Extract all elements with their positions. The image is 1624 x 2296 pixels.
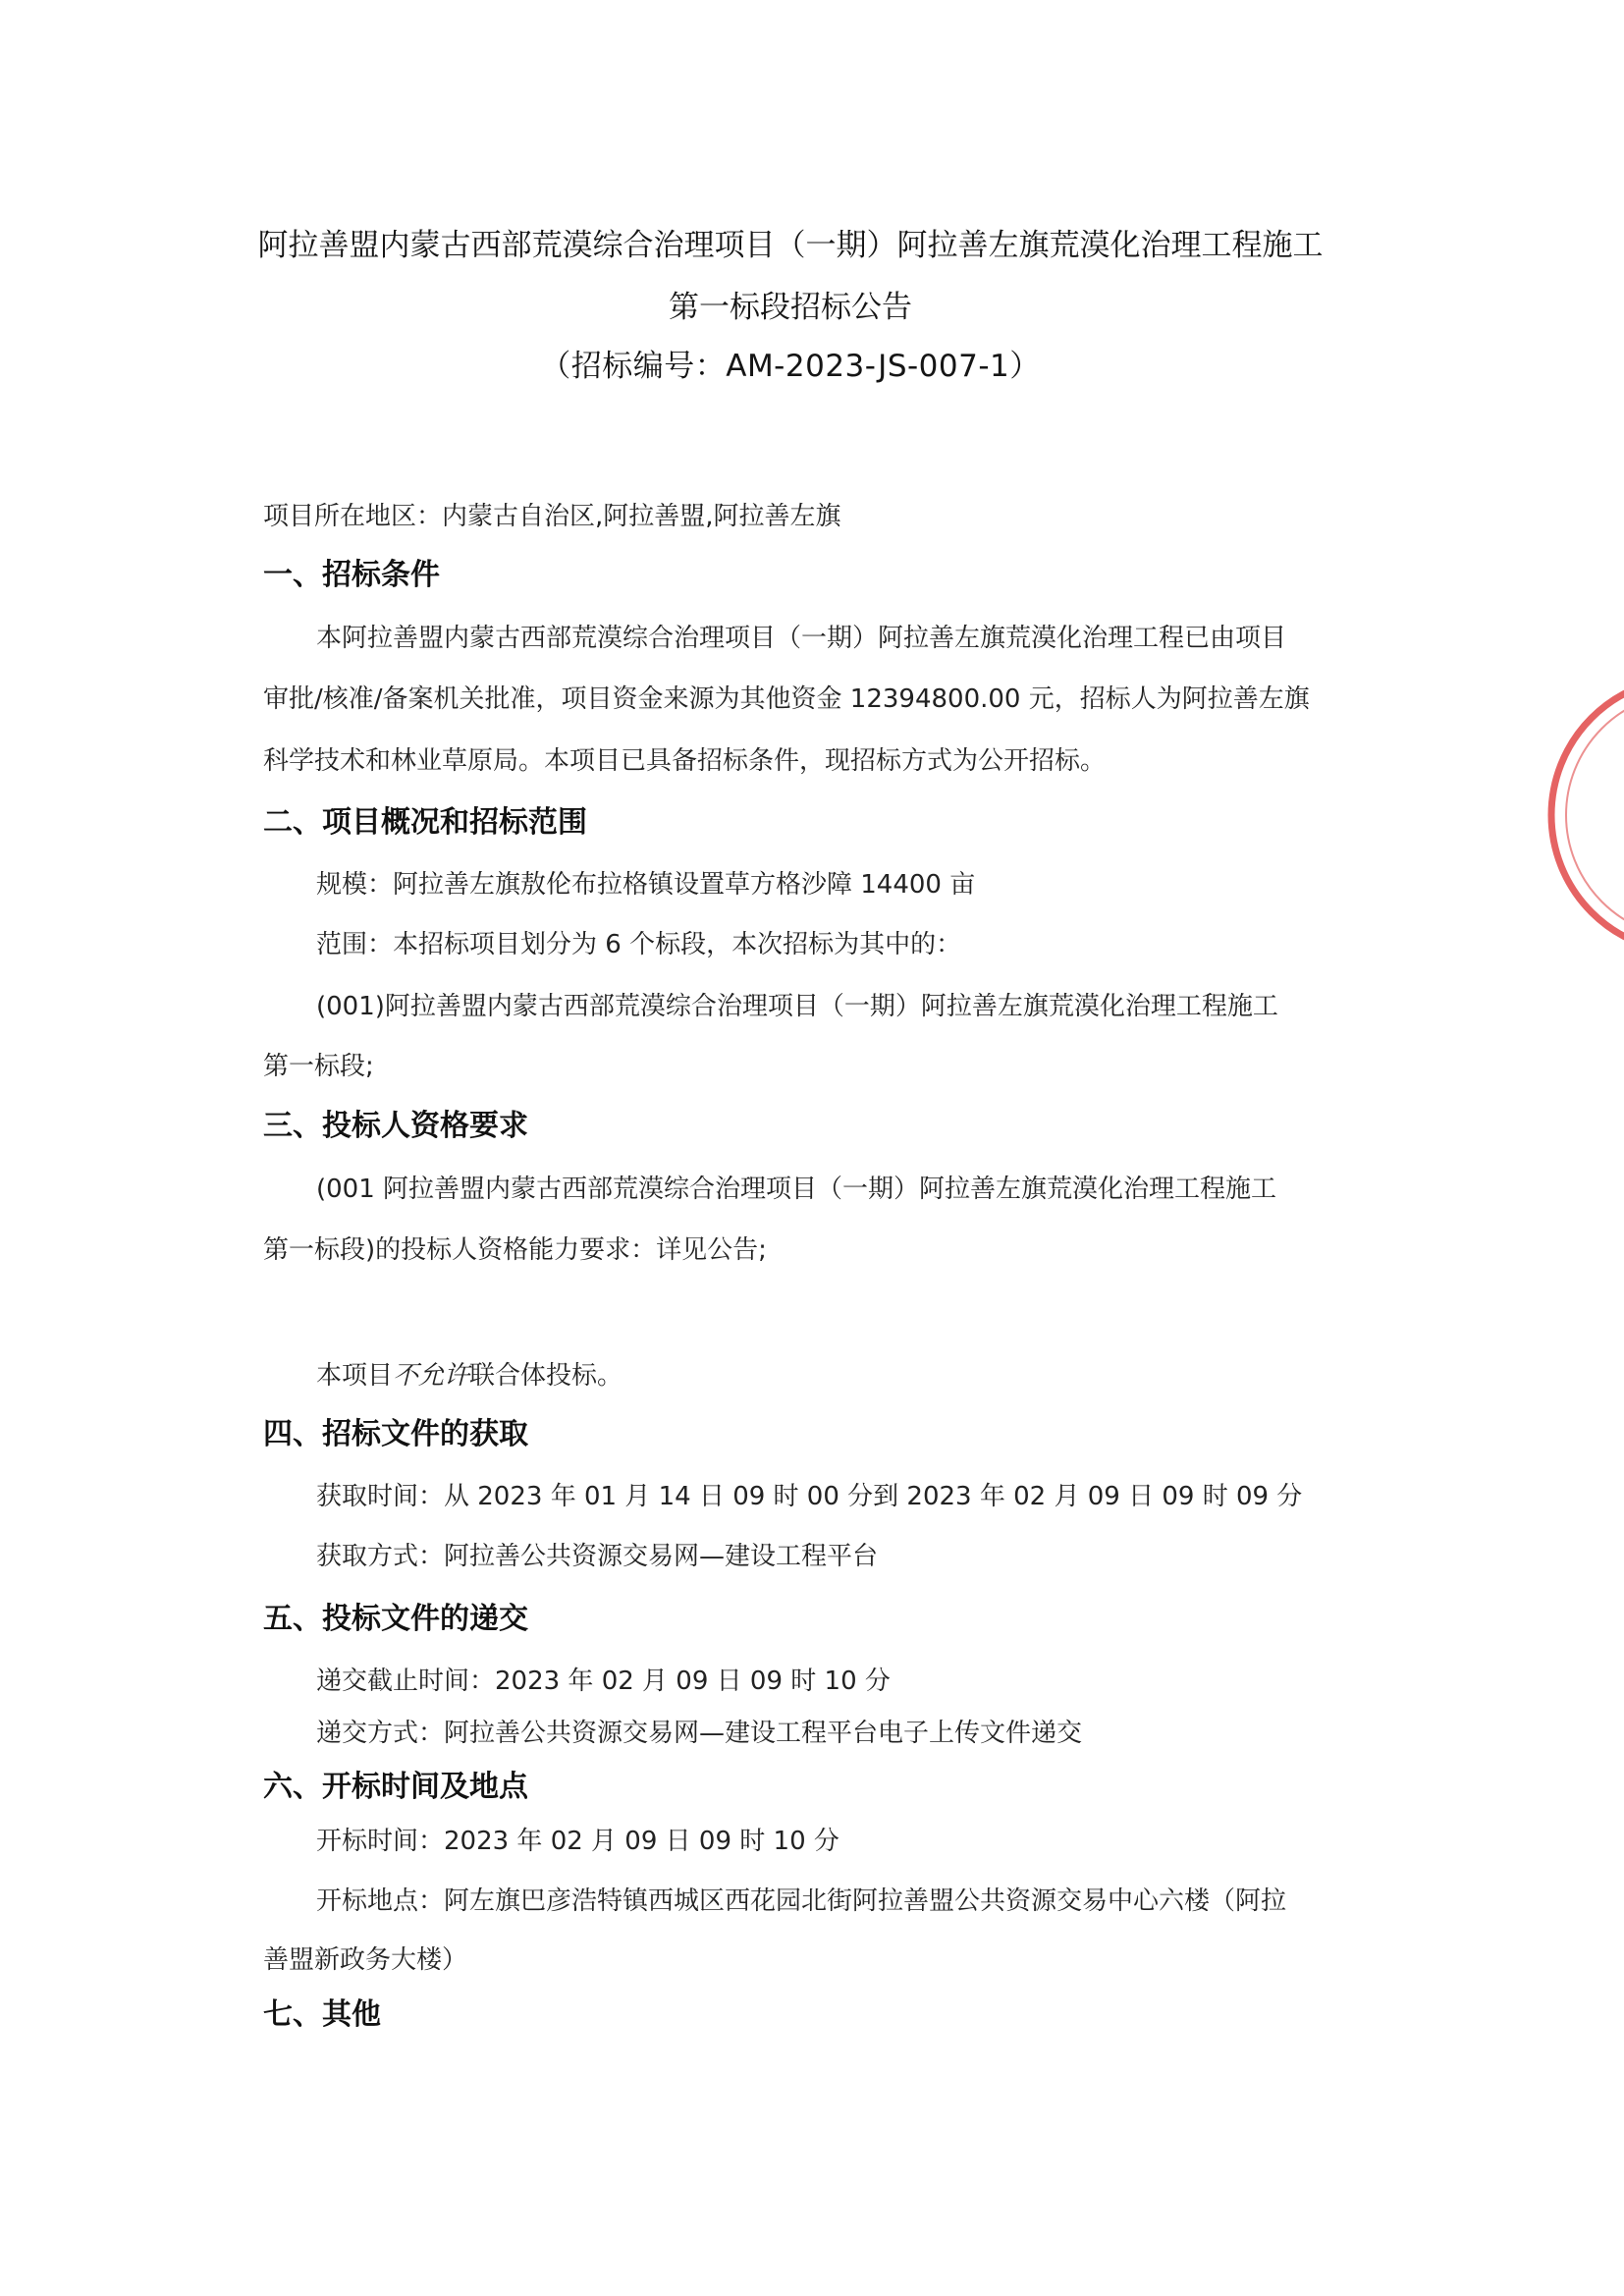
- section-4-method: 获取方式：阿拉善公共资源交易网—建设工程平台: [316, 1542, 879, 1571]
- section-2-item-line-2: 第一标段;: [263, 1052, 374, 1081]
- section-3-paragraph-line-1: (001 阿拉善盟内蒙古西部荒漠综合治理项目（一期）阿拉善左旗荒漠化治理工程施工: [316, 1175, 1277, 1204]
- joint-bid-statement: [316, 1358, 623, 1394]
- tender-code: （招标编号：AM-2023-JS-007-1）: [540, 349, 1041, 384]
- section-5-deadline: 递交截止时间：2023 年 02 月 09 日 09 时 10 分: [316, 1667, 891, 1696]
- title-line-2: 第一标段招标公告: [669, 290, 912, 325]
- section-4-time: 获取时间：从 2023 年 01 月 14 日 09 时 00 分到 2023 年 02 月 09 日 09 时 09 分: [316, 1482, 1303, 1511]
- section-5-method: 递交方式：阿拉善公共资源交易网—建设工程平台电子上传文件递交: [316, 1719, 1083, 1748]
- joint-bid-emphasis: 不允许: [393, 1361, 470, 1391]
- joint-bid-post: 联合体投标。: [469, 1361, 623, 1391]
- section-6-heading: 六、开标时间及地点: [263, 1770, 528, 1804]
- section-2-scale: 规模：阿拉善左旗敖伦布拉格镇设置草方格沙障 14400 亩: [316, 870, 976, 900]
- official-seal-icon: [1542, 668, 1624, 962]
- project-location: 项目所在地区：内蒙古自治区,阿拉善盟,阿拉善左旗: [263, 502, 841, 531]
- section-4-heading: 四、招标文件的获取: [263, 1417, 528, 1451]
- section-6-place-line-1: 开标地点：阿左旗巴彦浩特镇西城区西花园北街阿拉善盟公共资源交易中心六楼（阿拉: [316, 1886, 1287, 1916]
- section-2-heading: 二、项目概况和招标范围: [263, 805, 587, 840]
- section-3-heading: 三、投标人资格要求: [263, 1109, 528, 1143]
- section-1-heading: 一、招标条件: [263, 558, 440, 592]
- section-7-heading: 七、其他: [263, 1997, 381, 2032]
- section-2-range: 范围：本招标项目划分为 6 个标段，本次招标为其中的：: [316, 930, 962, 959]
- section-1-paragraph-line-2: 审批/核准/备案机关批准，项目资金来源为其他资金 12394800.00 元，招标人为阿拉善左旗: [263, 684, 1310, 714]
- section-3-paragraph-line-2: 第一标段)的投标人资格能力要求：详见公告;: [263, 1235, 767, 1265]
- section-6-time: 开标时间：2023 年 02 月 09 日 09 时 10 分: [316, 1827, 839, 1856]
- section-6-place-line-2: 善盟新政务大楼）: [263, 1945, 468, 1975]
- section-5-heading: 五、投标文件的递交: [263, 1602, 528, 1636]
- section-1-paragraph-line-1: 本阿拉善盟内蒙古西部荒漠综合治理项目（一期）阿拉善左旗荒漠化治理工程已由项目: [316, 624, 1287, 653]
- title-line-1: 阿拉善盟内蒙古西部荒漠综合治理项目（一期）阿拉善左旗荒漠化治理工程施工: [257, 228, 1324, 263]
- section-2-item-line-1: (001)阿拉善盟内蒙古西部荒漠综合治理项目（一期）阿拉善左旗荒漠化治理工程施工: [316, 992, 1278, 1021]
- section-1-paragraph-line-3: 科学技术和林业草原局。本项目已具备招标条件，现招标方式为公开招标。: [263, 746, 1107, 776]
- joint-bid-pre: 本项目: [316, 1361, 394, 1391]
